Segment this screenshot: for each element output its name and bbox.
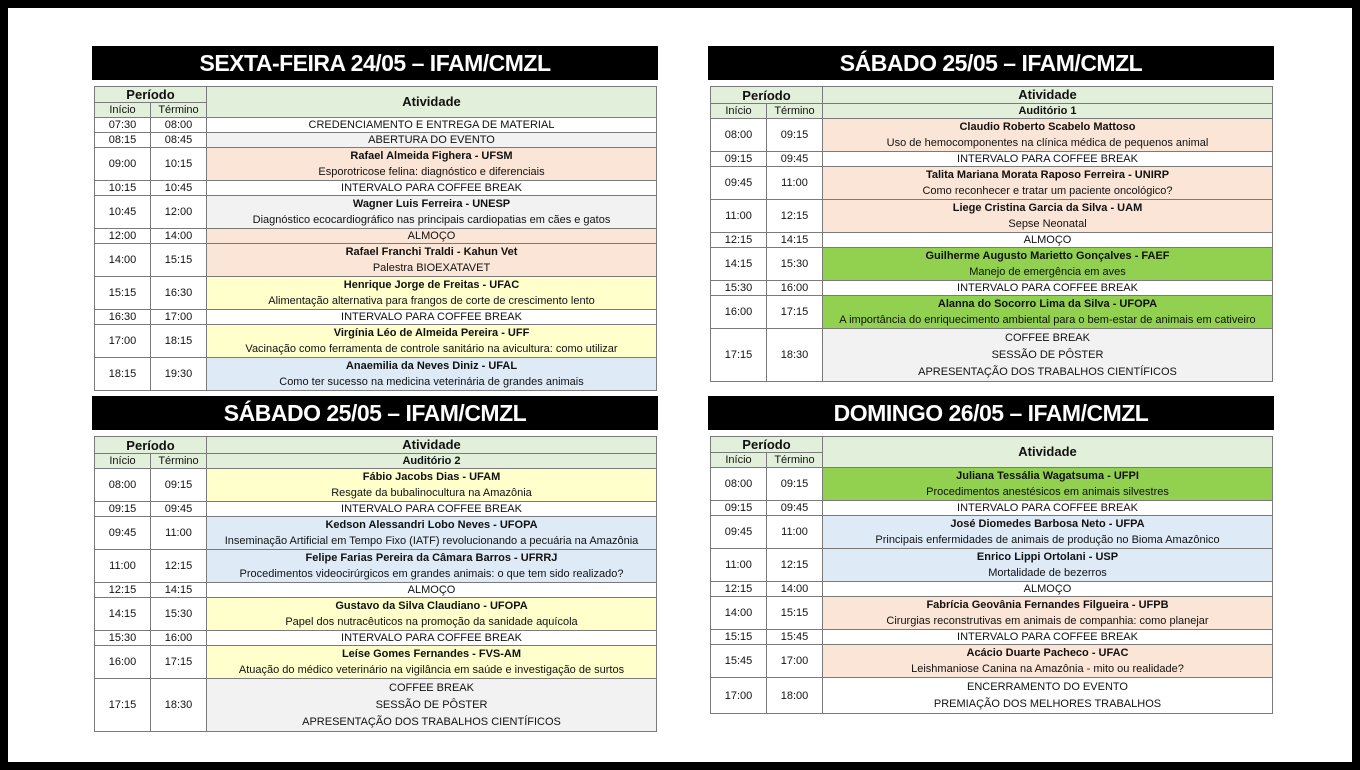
talk-title: Mortalidade de bezerros <box>988 567 1107 579</box>
speaker-name: Anaemilia da Neves Diniz - UFAL <box>345 360 518 372</box>
inicio-header: Início <box>95 454 151 469</box>
end-time: 12:15 <box>767 200 823 233</box>
talk-title: Inseminação Artificial em Tempo Fixo (IATF) revolucionando a pecuária na Amazônia <box>224 535 639 547</box>
table-row <box>711 233 1273 248</box>
table-row <box>95 646 657 679</box>
activity-cell <box>823 678 1273 714</box>
activity-cell <box>823 597 1273 630</box>
speaker-name: Fábio Jacobs Dias - UFAM <box>362 471 501 483</box>
end-time: 17:15 <box>767 296 823 329</box>
table-row <box>95 358 657 391</box>
end-time: 09:45 <box>151 502 207 517</box>
table-row <box>711 582 1273 597</box>
activity-cell: INTERVALO PARA COFFEE BREAK <box>207 502 657 517</box>
activity-cell <box>207 244 657 277</box>
end-time: 11:00 <box>767 167 823 200</box>
end-time: 12:15 <box>767 549 823 582</box>
table-row <box>711 501 1273 516</box>
speaker-name: Virgínia Léo de Almeida Pereira - UFF <box>333 327 530 339</box>
talk-title: Alimentação alternativa para frangos de corte de crescimento lento <box>268 295 595 307</box>
table-row <box>711 468 1273 501</box>
start-time: 15:30 <box>711 281 767 296</box>
activity-cell: INTERVALO PARA COFFEE BREAK <box>823 281 1273 296</box>
activity-cell <box>207 598 657 631</box>
end-time: 16:00 <box>151 631 207 646</box>
activity-line: APRESENTAÇÃO DOS TRABALHOS CIENTÍFICOS <box>302 715 561 728</box>
talk-title: Procedimentos videocirúrgicos em grandes animais: o que tem sido realizado? <box>239 568 624 580</box>
table-row <box>711 296 1273 329</box>
table-row <box>95 229 657 244</box>
speaker-name: Gustavo da Silva Claudiano - UFOPA <box>335 600 528 612</box>
start-time: 11:00 <box>711 549 767 582</box>
activity-cell: INTERVALO PARA COFFEE BREAK <box>823 152 1273 167</box>
end-time: 15:30 <box>151 598 207 631</box>
start-time: 15:45 <box>711 645 767 678</box>
termino-header: Término <box>767 453 823 468</box>
table-row <box>95 310 657 325</box>
activity-cell <box>207 196 657 229</box>
end-time: 17:00 <box>767 645 823 678</box>
activity-cell: INTERVALO PARA COFFEE BREAK <box>823 630 1273 645</box>
end-time: 14:00 <box>151 229 207 244</box>
activity-cell <box>207 358 657 391</box>
table-row <box>95 196 657 229</box>
speaker-name: Enrico Lippi Ortolani - USP <box>976 551 1119 563</box>
end-time: 14:00 <box>767 582 823 597</box>
speaker-name: Rafael Almeida Fighera - UFSM <box>350 150 513 162</box>
start-time: 10:45 <box>95 196 151 229</box>
speaker-name: Acácio Duarte Pacheco - UFAC <box>966 647 1129 659</box>
panel-sexta <box>92 46 658 391</box>
talk-title: Uso de hemocomponentes na clínica médica de pequenos animal <box>886 137 1209 149</box>
start-time: 09:15 <box>711 501 767 516</box>
inicio-header: Início <box>711 453 767 468</box>
table-row <box>95 583 657 598</box>
activity-cell: ALMOÇO <box>823 233 1273 248</box>
schedule-table <box>94 86 657 391</box>
table-row <box>711 152 1273 167</box>
table-row <box>95 118 657 133</box>
activity-cell <box>207 148 657 181</box>
activity-cell <box>207 679 657 732</box>
activity-cell <box>207 550 657 583</box>
header-row <box>95 437 657 454</box>
panel-sabado-aud2 <box>92 396 658 732</box>
start-time: 14:15 <box>711 248 767 281</box>
activity-cell <box>823 167 1273 200</box>
speaker-name: Felipe Farias Pereira da Câmara Barros - UFRRJ <box>305 552 558 564</box>
speaker-name: Claudio Roberto Scabelo Mattoso <box>959 121 1136 133</box>
speaker-name: José Diomedes Barbosa Neto - UFPA <box>950 518 1145 530</box>
talk-title: Manejo de emergência em aves <box>969 266 1126 278</box>
end-time: 14:15 <box>767 233 823 248</box>
end-time: 10:15 <box>151 148 207 181</box>
end-time: 18:00 <box>767 678 823 714</box>
panel-title: SÁBADO 25/05 – IFAM/CMZL <box>708 46 1274 80</box>
end-time: 18:30 <box>767 329 823 382</box>
table-row <box>711 645 1273 678</box>
start-time: 09:00 <box>95 148 151 181</box>
activity-cell <box>207 469 657 502</box>
activity-line: APRESENTAÇÃO DOS TRABALHOS CIENTÍFICOS <box>918 365 1177 378</box>
periodo-header: Período <box>711 437 823 453</box>
table-row <box>711 678 1273 714</box>
panel-domingo <box>708 396 1274 714</box>
auditorio-label: Auditório 1 <box>823 104 1273 119</box>
activity-cell <box>207 277 657 310</box>
start-time: 09:15 <box>95 502 151 517</box>
start-time: 11:00 <box>711 200 767 233</box>
start-time: 12:00 <box>95 229 151 244</box>
panel-title: SEXTA-FEIRA 24/05 – IFAM/CMZL <box>92 46 658 80</box>
panel-sabado-aud1 <box>708 46 1274 382</box>
end-time: 09:15 <box>767 119 823 152</box>
table-row <box>95 469 657 502</box>
speaker-name: Guilherme Augusto Marietto Gonçalves - FAEF <box>925 250 1170 262</box>
end-time: 15:15 <box>767 597 823 630</box>
activity-cell: INTERVALO PARA COFFEE BREAK <box>207 631 657 646</box>
table-row <box>711 281 1273 296</box>
end-time: 09:45 <box>767 501 823 516</box>
start-time: 15:15 <box>95 277 151 310</box>
atividade-header: Atividade <box>207 437 657 454</box>
table-row <box>711 200 1273 233</box>
periodo-header: Período <box>95 437 207 454</box>
activity-cell <box>823 119 1273 152</box>
activity-cell <box>823 549 1273 582</box>
schedule-table <box>710 436 1273 714</box>
activity-cell: ALMOÇO <box>207 583 657 598</box>
start-time: 08:00 <box>95 469 151 502</box>
talk-title: Sepse Neonatal <box>1008 218 1087 230</box>
start-time: 16:00 <box>95 646 151 679</box>
start-time: 12:15 <box>95 583 151 598</box>
activity-cell <box>823 329 1273 382</box>
start-time: 08:00 <box>711 119 767 152</box>
activity-cell <box>823 296 1273 329</box>
start-time: 11:00 <box>95 550 151 583</box>
subheader-row <box>95 454 657 469</box>
start-time: 09:15 <box>711 152 767 167</box>
speaker-name: Liege Cristina Garcia da Silva - UAM <box>952 202 1143 214</box>
speaker-name: Alanna do Socorro Lima da Silva - UFOPA <box>937 298 1158 310</box>
talk-title: Esporotricose felina: diagnóstico e diferenciais <box>318 166 545 178</box>
end-time: 15:30 <box>767 248 823 281</box>
end-time: 16:30 <box>151 277 207 310</box>
subheader-row <box>711 104 1273 119</box>
table-row <box>95 517 657 550</box>
start-time: 10:15 <box>95 181 151 196</box>
table-row <box>95 502 657 517</box>
start-time: 07:30 <box>95 118 151 133</box>
activity-cell: ALMOÇO <box>207 229 657 244</box>
table-row <box>95 679 657 732</box>
periodo-header: Período <box>711 87 823 104</box>
speaker-name: Fabrícia Geovânia Fernandes Filgueira - UFPB <box>926 599 1169 611</box>
atividade-header: Atividade <box>823 437 1273 468</box>
end-time: 09:15 <box>151 469 207 502</box>
activity-line: SESSÃO DE PÔSTER <box>375 698 488 711</box>
activity-cell: INTERVALO PARA COFFEE BREAK <box>207 310 657 325</box>
table-row <box>711 597 1273 630</box>
speaker-name: Rafael Franchi Traldi - Kahun Vet <box>345 246 518 258</box>
activity-cell <box>823 645 1273 678</box>
talk-title: Atuação do médico veterinário na vigilância em saúde e investigação de surtos <box>238 664 625 676</box>
activity-cell: ALMOÇO <box>823 582 1273 597</box>
start-time: 12:15 <box>711 582 767 597</box>
schedule-table <box>94 436 657 732</box>
start-time: 09:45 <box>711 167 767 200</box>
activity-cell <box>207 517 657 550</box>
talk-title: Como reconhecer e tratar um paciente oncológico? <box>922 185 1173 197</box>
inicio-header: Início <box>95 103 151 118</box>
talk-title: Vacinação como ferramenta de controle sanitário na avicultura: como utilizar <box>245 343 618 355</box>
activity-line: SESSÃO DE PÔSTER <box>991 348 1104 361</box>
start-time: 15:30 <box>95 631 151 646</box>
end-time: 10:45 <box>151 181 207 196</box>
end-time: 14:15 <box>151 583 207 598</box>
start-time: 17:15 <box>711 329 767 382</box>
start-time: 14:15 <box>95 598 151 631</box>
table-row <box>711 119 1273 152</box>
talk-title: Resgate da bubalinocultura na Amazônia <box>331 487 532 499</box>
talk-title: Como ter sucesso na medicina veterinária de grandes animais <box>279 376 584 388</box>
termino-header: Término <box>151 103 207 118</box>
talk-title: Leishmaniose Canina na Amazônia - mito ou realidade? <box>911 663 1184 675</box>
talk-title: Cirurgias reconstrutivas em animais de companhia: como planejar <box>886 615 1209 627</box>
atividade-header: Atividade <box>207 87 657 118</box>
auditorio-label: Auditório 2 <box>207 454 657 469</box>
panel-title: SÁBADO 25/05 – IFAM/CMZL <box>92 396 658 430</box>
talk-title: Principais enfermidades de animais de produção no Bioma Amazônico <box>875 534 1220 546</box>
start-time: 18:15 <box>95 358 151 391</box>
end-time: 08:45 <box>151 133 207 148</box>
table-row <box>95 148 657 181</box>
start-time: 17:00 <box>711 678 767 714</box>
table-row <box>95 631 657 646</box>
activity-cell <box>207 646 657 679</box>
start-time: 09:45 <box>711 516 767 549</box>
talk-title: A importância do enriquecimento ambiental para o bem-estar de animais em cativeiro <box>839 314 1256 326</box>
activity-cell: CREDENCIAMENTO E ENTREGA DE MATERIAL <box>207 118 657 133</box>
panel-title: DOMINGO 26/05 – IFAM/CMZL <box>708 396 1274 430</box>
start-time: 16:00 <box>711 296 767 329</box>
end-time: 15:45 <box>767 630 823 645</box>
activity-cell: INTERVALO PARA COFFEE BREAK <box>207 181 657 196</box>
end-time: 09:45 <box>767 152 823 167</box>
table-row <box>95 325 657 358</box>
start-time: 17:15 <box>95 679 151 732</box>
end-time: 15:15 <box>151 244 207 277</box>
start-time: 17:00 <box>95 325 151 358</box>
table-row <box>711 549 1273 582</box>
talk-title: Procedimentos anestésicos em animais silvestres <box>926 486 1169 498</box>
table-row <box>95 277 657 310</box>
end-time: 16:00 <box>767 281 823 296</box>
speaker-name: Wagner Luis Ferreira - UNESP <box>352 198 511 210</box>
speaker-name: Talita Mariana Morata Raposo Ferreira - UNIRP <box>925 169 1170 181</box>
activity-cell <box>823 248 1273 281</box>
end-time: 17:15 <box>151 646 207 679</box>
activity-cell: ABERTURA DO EVENTO <box>207 133 657 148</box>
table-row <box>95 244 657 277</box>
table-row <box>95 133 657 148</box>
table-row <box>711 516 1273 549</box>
table-row <box>711 248 1273 281</box>
table-row <box>95 598 657 631</box>
speaker-name: Kedson Alessandri Lobo Neves - UFOPA <box>325 519 538 531</box>
activity-line: COFFEE BREAK <box>1005 331 1090 344</box>
start-time: 08:15 <box>95 133 151 148</box>
speaker-name: Juliana Tessália Wagatsuma - UFPI <box>956 470 1139 482</box>
inicio-header: Início <box>711 104 767 119</box>
activity-cell <box>823 200 1273 233</box>
end-time: 12:00 <box>151 196 207 229</box>
talk-title: Papel dos nutracêuticos na promoção da sanidade aquícola <box>285 616 578 628</box>
table-row <box>711 167 1273 200</box>
talk-title: Diagnóstico ecocardiográfico nas principais cardiopatias em cães e gatos <box>252 214 611 226</box>
activity-line: COFFEE BREAK <box>389 681 474 694</box>
table-row <box>95 181 657 196</box>
end-time: 18:30 <box>151 679 207 732</box>
termino-header: Término <box>151 454 207 469</box>
start-time: 14:00 <box>95 244 151 277</box>
activity-line: ENCERRAMENTO DO EVENTO <box>967 680 1128 693</box>
activity-cell <box>823 468 1273 501</box>
end-time: 11:00 <box>151 517 207 550</box>
start-time: 09:45 <box>95 517 151 550</box>
end-time: 11:00 <box>767 516 823 549</box>
start-time: 12:15 <box>711 233 767 248</box>
activity-cell <box>207 325 657 358</box>
activity-cell <box>823 516 1273 549</box>
speaker-name: Henrique Jorge de Freitas - UFAC <box>343 279 520 291</box>
table-row <box>95 550 657 583</box>
end-time: 18:15 <box>151 325 207 358</box>
talk-title: Palestra BIOEXATAVET <box>372 262 491 274</box>
start-time: 14:00 <box>711 597 767 630</box>
table-row <box>711 329 1273 382</box>
speaker-name: Leíse Gomes Fernandes - FVS-AM <box>341 648 522 660</box>
termino-header: Término <box>767 104 823 119</box>
schedule-table <box>710 86 1273 382</box>
header-row <box>711 437 1273 453</box>
end-time: 17:00 <box>151 310 207 325</box>
end-time: 19:30 <box>151 358 207 391</box>
activity-cell: INTERVALO PARA COFFEE BREAK <box>823 501 1273 516</box>
periodo-header: Período <box>95 87 207 103</box>
start-time: 16:30 <box>95 310 151 325</box>
start-time: 08:00 <box>711 468 767 501</box>
end-time: 09:15 <box>767 468 823 501</box>
activity-line: PREMIAÇÃO DOS MELHORES TRABALHOS <box>933 697 1162 710</box>
end-time: 12:15 <box>151 550 207 583</box>
start-time: 15:15 <box>711 630 767 645</box>
table-row <box>711 630 1273 645</box>
atividade-header: Atividade <box>823 87 1273 104</box>
header-row <box>95 87 657 103</box>
header-row <box>711 87 1273 104</box>
end-time: 08:00 <box>151 118 207 133</box>
